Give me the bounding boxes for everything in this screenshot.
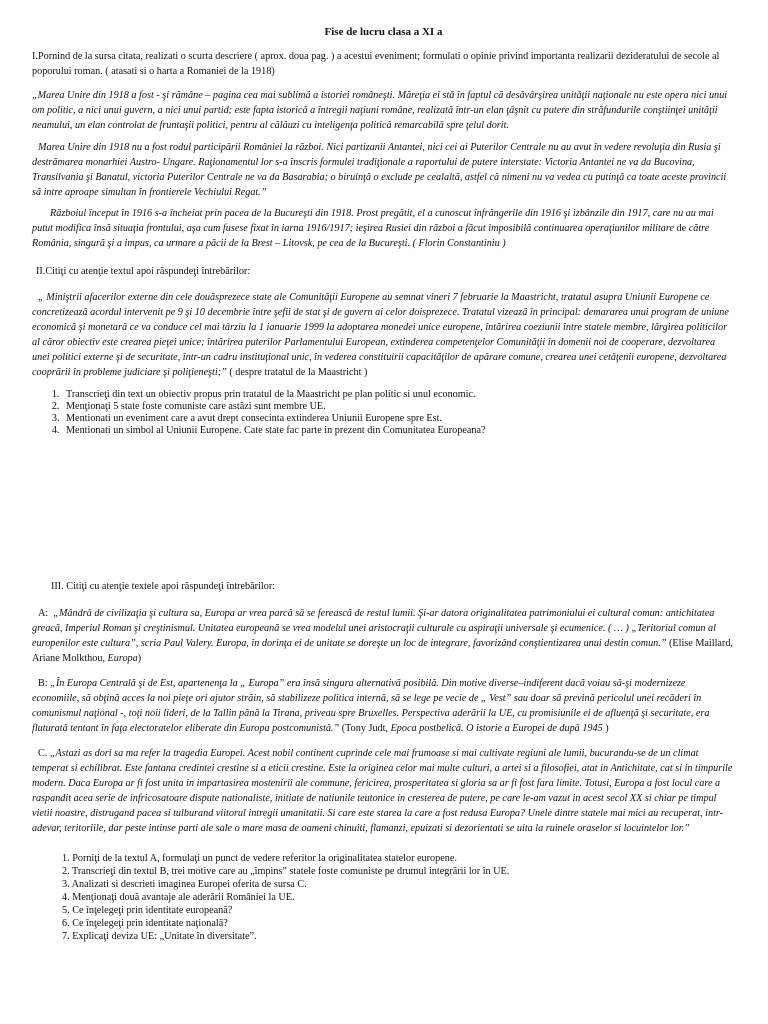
- section1-quote-2: Marea Unire din 1918 nu a fost rodul participării României la război. Nici partizanii Antantei, nici cei ai Puterilor Centrale nu au avut în vedere revoluţia din Rusia şi destrămarea monarhiei Austro- Ungare. Raţionamentul lor s-a înscris formulei tradiţionale a raportului de putere interstate: Victoria Antantei ne va da Bucovina, Transilvania şi Banatul, victoria Puterilor Centrale ne va da Basarabia; o biruinţă o exclude pe cealaltă, astfel că nimeni nu va vedea cu putinţă ca toate aceste provincii să intre aproape simultan în frontierele Vechiului Regat.”: [32, 142, 727, 198]
- text-a: [32, 606, 735, 666]
- text-a-quote: „Mândră de civilizaţia şi cultura sa, Europa ar vrea parcă să se ferească de restul lumii. Şi-ar datora originalitatea patrimoniului ei cultural comun: antichitatea greacă, Imperiul Roman şi creştinismul. Unitatea europeană se vrea modelul unei aristocraţii culturale cu aspiraţii universale şi ecumenice. ( … ) „Teritoriul comun al europenilor este cultura”, scria Paul Valery. Europa, în dorinţa ei de unitate se doreşte un loc de integrare, favorizând conştientizarea unui destin comun.”: [32, 608, 716, 649]
- text-b-quote: „În Europa Centrală şi de Est, apartenenţa la „ Europa” era însă singura alternativă posibilă. Din motive diverse–indiferent dacă voiau să-şi modernizeze economiile, să obţină acces la noi pieţe ori ajutor străin, să stabilizeze politica internă, să se lege pe vecie de „ Vest” sau doar să prevină pericolul unei recăderi în comunismul naţional -, toţi noii lideri, de la Tallin până la Tirana, priveau spre Bruxelles. Perspectiva aderării la UE, cu promisiunile ei de afluenţă şi securitate, era fluturată tentant în faţa electoratelor eliberate din Europa postcomunistă.”: [32, 678, 710, 734]
- text-b-close: ): [602, 723, 609, 734]
- section3-question-6: 6. Ce înţelegeţi prin identitate naţională?: [62, 918, 228, 929]
- answer-space: [32, 437, 735, 579]
- section2-question-3: 3. Mentionati un eveniment care a avut drept consecinta extinderea Uniunii Europene spre Est.: [62, 413, 735, 425]
- maastricht-quote-source: ( despre tratatul de la Maastricht ): [226, 367, 368, 378]
- section3-questions: [62, 852, 735, 943]
- text-a-label: A:: [38, 608, 49, 619]
- text-b-book: Epoca postbelică. O istorie a Europei de după 1945: [390, 723, 603, 734]
- text-a-author: (Elise Maillard, Ariane Molkthou,: [32, 638, 733, 664]
- section3-instruction: III. Citiţi cu atenţie textele apoi răspundeţi întrebărilor:: [51, 581, 276, 592]
- text-c-label: C.: [38, 748, 48, 759]
- section3-question-3: 3. Analizati si descrieti imaginea Europei oferita de sursa C.: [62, 879, 307, 890]
- text-b: [32, 676, 735, 736]
- text-a-book: Europa: [107, 653, 138, 664]
- section2-question-4: 4. Mentionati un simbol al Uniunii Europene. Cate state fac parte in prezent din Comunitatea Europeana?: [62, 425, 735, 437]
- section2-question-1: 1. Transcrieţi din text un obiectiv propus prin tratatul de la Maastricht pe plan politic si unul economic.: [62, 389, 735, 401]
- page-title: Fise de lucru clasa a XI a: [324, 26, 443, 38]
- section2-instruction: II.Citiţi cu atenţie textul apoi răspundeţi întrebărilor:: [36, 266, 251, 277]
- text-b-author: (Tony Judt,: [339, 723, 391, 734]
- section2-question-2: 2. Menţionaţi 5 state foste comuniste care astăzi sunt membre UE.: [62, 401, 735, 413]
- section3-question-4: 4. Menţionaţi două avantaje ale aderării României la UE.: [62, 892, 295, 903]
- quote3-de-word: de: [676, 223, 687, 234]
- section3-question-1: 1. Porniţi de la textul A, formulaţi un punct de vedere referitor la originalitatea statelor europene.: [62, 853, 457, 864]
- text-b-label: B:: [38, 678, 48, 689]
- quote3-end-text: către România, singură şi a impus, ca urmare a păcii de la Brest – Litovsk, pe cea de la Bucureşti. ( Florin Constantiniu ): [32, 223, 710, 249]
- section1-quote-1: „Marea Unire din 1918 a fost - şi rămâne – pagina cea mai sublimă a istoriei româneşti. Măreţia ei stă în faptul că desăvârşirea unităţii naţionale nu este opera nici unui om politic, a nici unui guvern, a nici unui partid; este fapta istorică a întregii naţiuni române, realizată într-un elan ţâşnit cu putere din străfundurile conştiinţei unităţii neamului, un elan controlat de fruntaşii politici, pentru al călăuzi cu inteligenţa politică remarcabilă spre ţelul dorit.: [32, 90, 728, 131]
- section2-questions: [32, 389, 735, 437]
- section2-quote: [32, 290, 735, 380]
- quote3-main-text: Războiul început în 1916 s-a încheiat prin pacea de la Bucureşti din 1918. Prost pregătit, el a cunoscut înfrângerile din 1916 şi izbânzile din 1917, care nu au mai putut modifica însă situaţia frontului, aşa cum fusese fixat în iarna 1916/1917; ieşirea Rusiei din război a făcut imposibilă continuarea operaţiunilor militare: [32, 208, 714, 234]
- section3-question-5: 5. Ce înţelegeţi prin identitate europeană?: [62, 905, 233, 916]
- text-c: [32, 746, 735, 836]
- maastricht-quote-text: „ Miniştrii afacerilor externe din cele douăsprezece state ale Comunităţii Europene au semnat vineri 7 februarie la Maastricht, tratatul asupra Uniunii Europene ce concretizează acordul intervenit pe 9 şi 10 decembrie între şefii de stat şi de guvern ai celor doisprezece. Tratatul vizează în principal: demararea unui program de uniune economică şi monetară ce va conduce cel mai târziu la 1 ianuarie 1999 la adoptarea monedei unice europene, întărirea coeziunii între statele membre, lărgirea politicilor al căror obiectiv este crearea pieţei unice; întărirea puterilor Parlamentului European, extinderea competenţelor Comunităţii în domenii noi de cooperare, dezvoltarea unei politici externe şi de securitate, într-un cadru instituţional unic, în vederea constituirii capacităţilor de apărare comune, crearea unei cetăţenii europene, dezvoltarea cooprării în probleme judiciare şi poliţieneşti;”: [32, 292, 729, 378]
- text-c-quote: „Astazi as dori sa ma refer la tragedia Europei. Acest nobil continent cuprinde cele mai frumoase si mai cultivate regiuni ale lumii, bucurandu-se de un climat temperat si echilibrat. Este fantana credintei crestine si a eticii crestine. Este la originea celor mai multe culturi, a artei si a filosofiei, atat in Antichitate, cat si in timpurile modern. Daca Europa ar fi fost unita in impartasirea mostenirii ale commune, fericirea, prosperitatea si gloria sa ar fi fost fara limite. Totusi, Europa a fost locul care a raspandit acea serie de infricosatoare dispute nationaliste, initiate de natiunile teutonice in cresterea de putere, pe care le-am vazut in acest secol XX si chiar pe timpul vietii noastre, distrugand pacea si tulburand viitorul intregii umanitatii. Si care este starea la care a fost redusa Europa? Unele dintre statele mai mici au recuperat, intr-adevar, teritoriile, dar peste intinse parti ale sale o mare masa de oameni chinuiti, flamanzi, epuizati si dezorientati se uita la ruinele oraselor si locuintelor lor.”: [32, 748, 733, 834]
- section3-question-7: 7. Explicaţi deviza UE: „Unitate în diversitate”.: [62, 931, 257, 942]
- section1-quote-3: [32, 206, 735, 251]
- section3-question-2: 2. Transcrieţi din textul B, trei motive care au „împins” statele foste comuniste pe drumul integrării lor în UE.: [62, 866, 510, 877]
- section1-instruction: I.Pornind de la sursa citata, realizati o scurta descriere ( aprox. doua pag. ) a acestui eveniment; formulati o opinie privind importanta realizarii dezideratului de secole al poporului roman. ( atasati si o harta a Romaniei de la 1918): [32, 51, 720, 77]
- text-a-close: ): [137, 653, 142, 664]
